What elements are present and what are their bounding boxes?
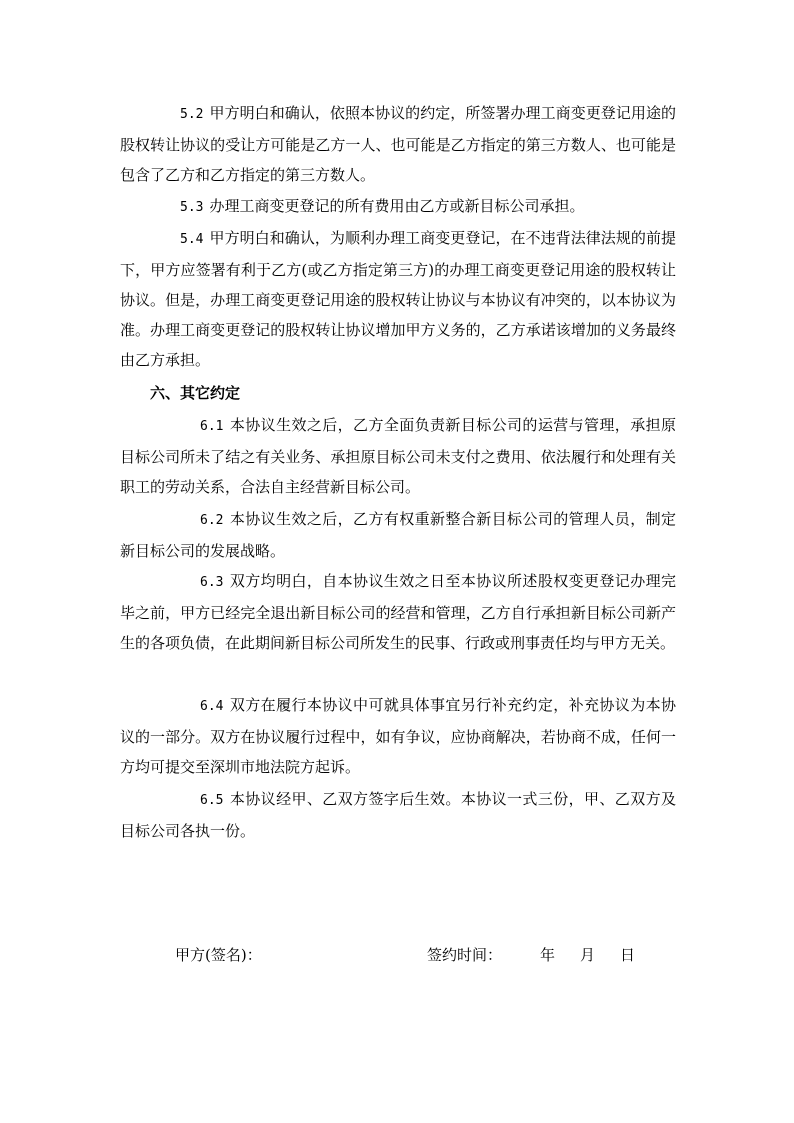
clause-5-3 <box>120 191 676 223</box>
section-heading: 六、其它约定 <box>150 384 241 402</box>
clause-text: 办理工商变更登记的所有费用由乙方或新目标公司承担。 <box>209 197 585 215</box>
clause-number: 6.1 <box>200 419 224 434</box>
clause-6-1 <box>120 410 676 502</box>
clause-5-4 <box>120 223 676 375</box>
clause-number: 6.3 <box>200 575 224 590</box>
clause-number: 6.2 <box>200 513 224 528</box>
clause-6-2 <box>120 504 676 566</box>
clause-number: 5.3 <box>180 200 204 215</box>
clause-number: 6.4 <box>200 699 224 714</box>
clause-text: 甲方明白和确认，依照本协议的约定，所签署办理工商变更登记用途的股权转让协议的受让方可能是乙方一人、也可能是乙方指定的第三方数人、也可能是包含了乙方和乙方指定的第三方数人。 <box>120 104 676 184</box>
clause-5-2 <box>120 98 676 190</box>
date-day: 日 <box>620 946 636 964</box>
clause-6-5 <box>120 784 676 846</box>
clause-6-3 <box>120 566 676 658</box>
clause-number: 6.5 <box>200 793 224 808</box>
clause-number: 5.2 <box>180 107 204 122</box>
clause-text: 甲方明白和确认，为顺利办理工商变更登记，在不违背法律法规的前提下，甲方应签署有利于乙方(或乙方指定第三方)的办理工商变更登记用途的股权转让协议。但是，办理工商变更登记用途的股权转让协议与本协议有冲突的，以本协议为准。办理工商变更登记的股权转让协议增加甲方义务的，乙方承诺该增加的义务最终由乙方承担。 <box>120 229 676 369</box>
clause-text: 本协议经甲、乙双方签字后生效。本协议一式三份，甲、乙双方及目标公司各执一份。 <box>120 790 676 840</box>
sign-date-label: 签约时间： <box>427 946 503 964</box>
clause-text: 本协议生效之后，乙方全面负责新目标公司的运营与管理，承担原目标公司所未了结之有关业务、承担原目标公司未支付之费用、依法履行和处理有关职工的劳动关系，合法自主经营新目标公司。 <box>120 416 676 496</box>
clause-number: 5.4 <box>180 232 204 247</box>
date-year: 年 <box>540 946 556 964</box>
clause-text: 双方在履行本协议中可就具体事宜另行补充约定，补充协议为本协议的一部分。双方在协议履行过程中，如有争议，应协商解决，若协商不成，任何一方均可提交至深圳市地法院方起诉。 <box>120 696 676 776</box>
clause-text: 本协议生效之后，乙方有权重新整合新目标公司的管理人员，制定新目标公司的发展战略。 <box>120 510 676 560</box>
date-month: 月 <box>580 946 596 964</box>
clause-6-4 <box>120 690 676 782</box>
party-a-signature-label: 甲方(签名)： <box>175 946 262 964</box>
clause-text: 双方均明白，自本协议生效之日至本协议所述股权变更登记办理完毕之前，甲方已经完全退出新目标公司的经营和管理，乙方自行承担新目标公司新产生的各项负债，在此期间新目标公司所发生的民事、行政或刑事责任均与甲方无关。 <box>120 572 676 652</box>
